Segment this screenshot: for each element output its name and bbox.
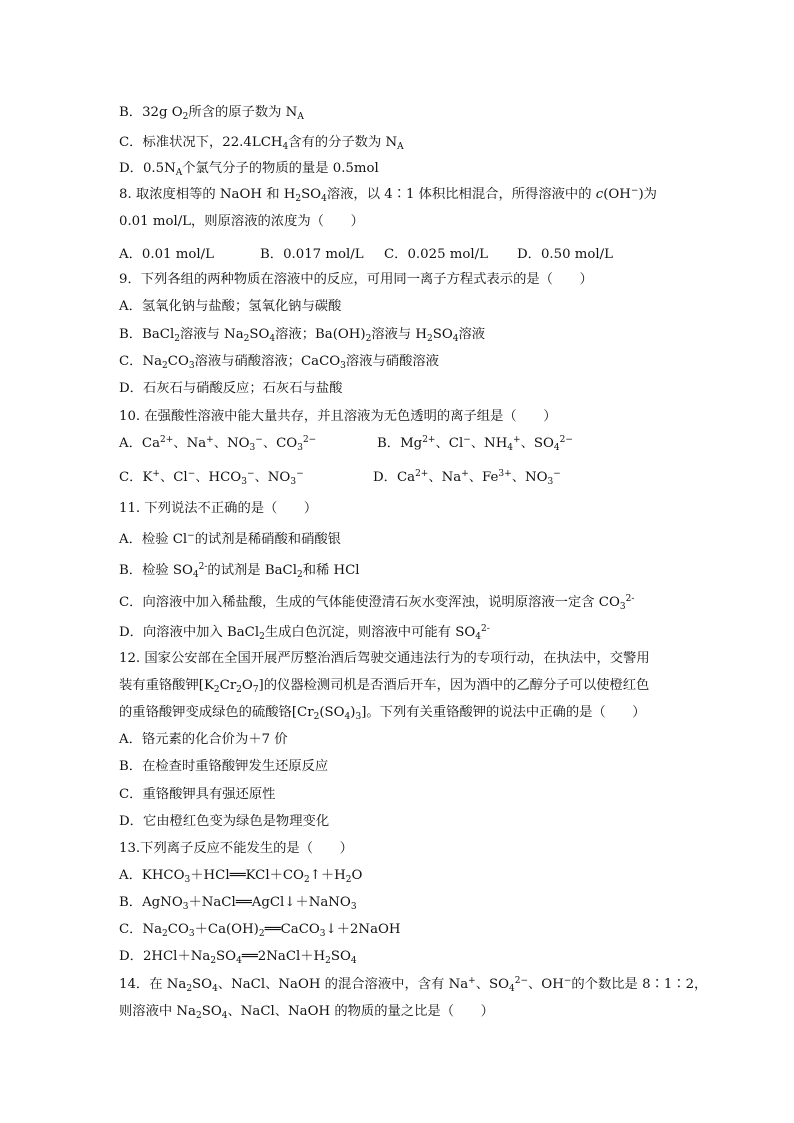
q13-option-c: C．$Na_2CO_3+Ca(OH)_2══CaCO_3↓+2NaOH$: [119, 922, 401, 939]
q7-option-b: B．32g $O_2$所含的原子数为 $N_A$: [119, 105, 304, 122]
q9-option-d: D．石灰石与硝酸反应；石灰石与盐酸: [119, 381, 343, 396]
q9-option-c: C．$Na_2CO_3$溶液与硝酸溶液；CaCO$_3$溶液与硝酸溶液: [119, 354, 439, 371]
q9-stem: 9．下列各组的两种物质在溶液中的反应，可用同一离子方程式表示的是（ ）: [119, 272, 593, 287]
q12-option-b: B．在检查时重铬酸钾发生还原反应: [119, 759, 329, 774]
q9-option-b: B．BaCl$_2$溶液与 $Na_2SO_4$溶液；$Ba(OH)_2$溶液与 $H_2SO_4$溶液: [119, 327, 486, 344]
q9-option-a: A．氢氧化钠与盐酸；氢氧化钠与碳酸: [119, 299, 342, 314]
q7-option-c: C．标准状况下，$22.4LCH_4$含有的分子数为 $N_A$: [119, 135, 404, 152]
q8-stem-line1: 8. 取浓度相等的 NaOH 和 $H_2SO_4$溶液，以 4∶1 体积比相混合，所得溶液中的 c(OH−)为: [119, 186, 657, 204]
q8-option-d: D．0.50 mol/L: [517, 247, 613, 262]
q8-option-c: C．0.025 mol/L: [384, 247, 488, 262]
q10-option-d: D．$Ca^{2+}$、Na+、$Fe^{3+}$、$NO_3^-$: [373, 469, 561, 487]
q10-stem: 10. 在强酸性溶液中能大量共存，并且溶液为无色透明的离子组是（ ）: [119, 409, 557, 424]
q13-option-d: D．$2HCl+Na_2SO_4══2NaCl+H_2SO_4$: [119, 949, 357, 966]
q12-option-c: C．重铬酸钾具有强还原性: [119, 787, 276, 802]
q14-stem-line1: 14．在 $Na_2SO_4$、NaCl、NaOH 的混合溶液中，含有 Na+、$SO_4^{2-}$、OH−的个数比是 8∶1∶2，: [119, 976, 708, 994]
q12-stem-line2: 装有重铬酸钾$[K_2Cr_2O_7]$的仪器检测司机是否酒后开车，因为酒中的乙醇分子可以使橙红色: [119, 678, 650, 695]
q11-option-c: C．向溶液中加入稀盐酸，生成的气体能使澄清石灰水变浑浊，说明原溶液一定含 $CO_3^{2-}$: [119, 594, 635, 612]
q8-option-b: B．0.017 mol/L: [260, 247, 364, 262]
q7-option-d: D．$0.5N_A$个氯气分子的物质的量是 0.5mol: [119, 161, 379, 178]
q12-stem-line3: 的重铬酸钾变成绿色的硫酸铬$[Cr_2(SO_4)_3]$。下列有关重铬酸钾的说法中正确的是（ ）: [119, 705, 646, 722]
q8-stem-line2: 0.01 mol/L，则原溶液的浓度为（ ）: [119, 214, 364, 229]
q13-option-b: B．AgNO$_3$＋NaCl══AgCl↓＋NaNO$_3$: [119, 895, 357, 912]
q11-option-b: B．检验 $SO_4^{2-}$的试剂是 BaCl$_2$和稀 HCl: [119, 562, 360, 580]
q12-option-d: D．它由橙红色变为绿色是物理变化: [119, 814, 330, 829]
q10-option-c: C．K+、Cl−、$HCO_3^-$、$NO_3^-$: [119, 469, 304, 487]
q10-option-a: A．$Ca^{2+}$、Na+、$NO_3^-$、$CO_3^{2-}$: [119, 435, 317, 453]
q11-stem: 11. 下列说法不正确的是（ ）: [119, 501, 318, 516]
q12-stem-line1: 12. 国家公安部在全国开展严厉整治酒后驾驶交通违法行为的专项行动，在执法中，交警用: [119, 651, 650, 666]
q10-option-b: B．$Mg^{2+}$、Cl−、$NH_4^+$、$SO_4^{2-}$: [377, 435, 573, 453]
q13-stem: 13.下列离子反应不能发生的是（ ）: [119, 841, 353, 856]
q11-option-a: A．检验 Cl−的试剂是稀硝酸和硝酸银: [119, 531, 341, 547]
q13-option-a: A．$KHCO_3+HCl══KCl+CO_2↑+H_2O$: [119, 868, 363, 885]
q14-stem-line2: 则溶液中 $Na_2SO_4$、NaCl、NaOH 的物质的量之比是（ ）: [119, 1004, 494, 1021]
q12-option-a: A．铬元素的化合价为＋7 价: [119, 732, 288, 747]
q11-option-d: D．向溶液中加入 BaCl$_2$生成白色沉淀，则溶液中可能有 $SO_4^{2-}$: [119, 624, 490, 642]
q8-option-a: A．0.01 mol/L: [119, 247, 214, 262]
